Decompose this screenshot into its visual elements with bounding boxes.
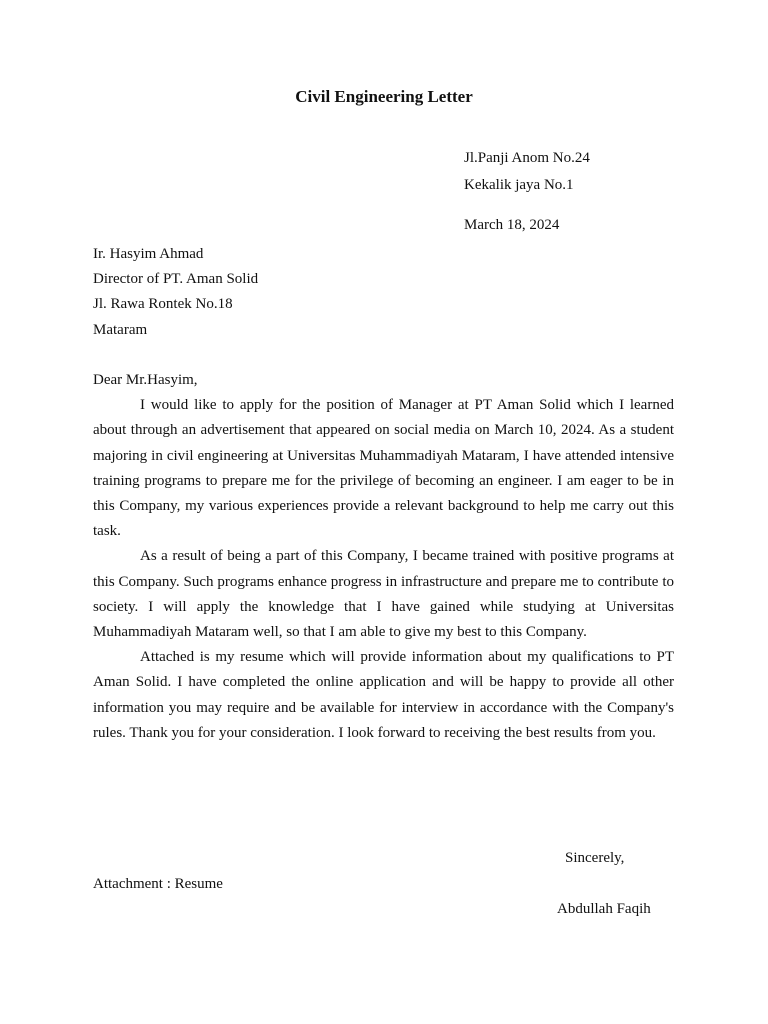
attachment-note: Attachment : Resume — [93, 876, 223, 892]
sender-address-line-2: Kekalik jaya No.1 — [464, 177, 574, 193]
sender-address-line-1: Jl.Panji Anom No.24 — [464, 150, 590, 166]
letter-title: Civil Engineering Letter — [295, 87, 473, 106]
body-paragraph-3: Attached is my resume which will provide information about my qualifications to PT Aman Solid. I have completed the online application and will be happy to provide all other information you may require and be available for interview in accordance with the Company's rules. Thank you for your consideration. I look forward to receiving the best results from you. — [93, 649, 674, 741]
recipient-city: Mataram — [93, 322, 148, 338]
body-paragraph-1: I would like to apply for the position of Manager at PT Aman Solid which I learned about through an advertisement that appeared on social media on March 10, 2024. As a student majoring in civil engineering at Universitas Muhammadiyah Mataram, I have attended intensive training programs to prepare me for the privilege of becoming an engineer. I am eager to be in this Company, my various experiences provide a relevant background to help me carry out this task. — [93, 397, 674, 540]
recipient-name: Ir. Hasyim Ahmad — [93, 246, 204, 262]
letter-date: March 18, 2024 — [464, 217, 560, 233]
signer-name: Abdullah Faqih — [557, 901, 651, 917]
closing: Sincerely, — [565, 850, 625, 866]
recipient-address: Jl. Rawa Rontek No.18 — [93, 296, 233, 312]
recipient-position: Director of PT. Aman Solid — [93, 271, 259, 287]
body-paragraph-2: As a result of being a part of this Company, I became trained with positive programs at this Company. Such programs enhance progress in infrastructure and prepare me to contribute to society. I will apply the knowledge that I have gained while studying at Universitas Muhammadiyah Mataram well, so that I am able to give my best to this Company. — [93, 548, 674, 641]
letter-body — [93, 368, 674, 746]
salutation: Dear Mr.Hasyim, — [93, 372, 198, 388]
